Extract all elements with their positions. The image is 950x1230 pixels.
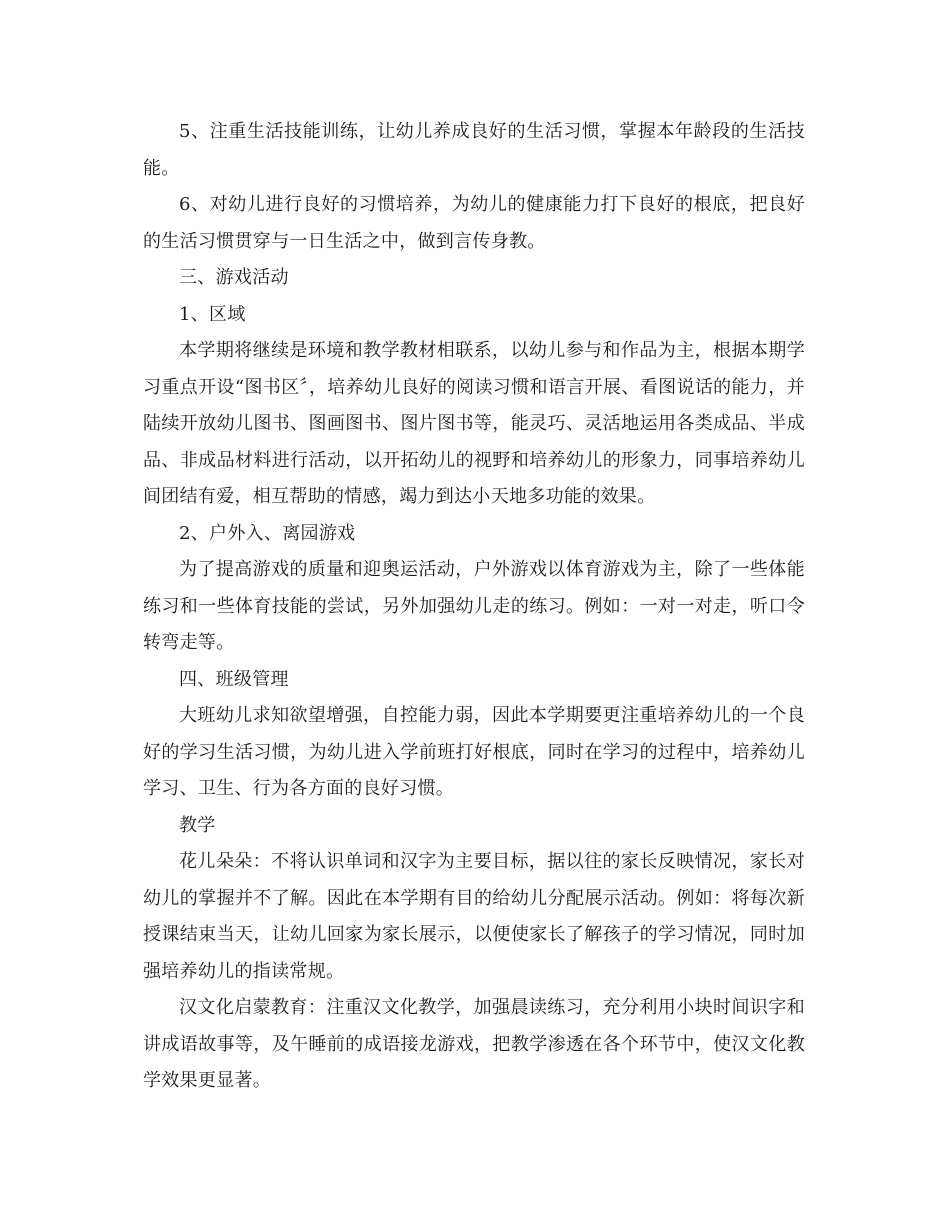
- subheading-area: 1、区域: [179, 303, 246, 325]
- paragraph-flowers: 花儿朵朵：不将认识单词和汉字为主要目标，据以往的家长反映情况，家长对幼儿的掌握并不了解。因此在本学期有目的给幼儿分配展示活动。例如：将每次新授课结束当天，让幼儿回家为家长展示，以便使家长了解孩子的学习情况，同时加强培养幼儿的指读常规。: [143, 851, 805, 982]
- paragraph-area: 本学期将继续是环境和教学教材相联系，以幼儿参与和作品为主，根据本期学习重点开设“图书区〞，培养幼儿良好的阅读习惯和语言开展、看图说话的能力，并陆续开放幼儿图书、图画图书、图片图书等，能灵巧、灵活地运用各类成品、半成品、非成品材料进行活动，以开拓幼儿的视野和培养幼儿的形象力，同事培养幼儿间团结有爱，相互帮助的情感，竭力到达小天地多功能的效果。: [143, 340, 805, 507]
- heading-class-management: 四、班级管理: [179, 668, 289, 690]
- document-page: [143, 114, 805, 1100]
- paragraph-life-skills: 5、注重生活技能训练，让幼儿养成良好的生活习惯，掌握本年龄段的生活技能。: [143, 121, 805, 179]
- subheading-outdoor-games: 2、户外入、离园游戏: [179, 522, 356, 544]
- paragraph-outdoor-games: 为了提高游戏的质量和迎奥运活动，户外游戏以体育游戏为主，除了一些体能练习和一些体育技能的尝试，另外加强幼儿走的练习。例如：一对一对走，听口令转弯走等。: [143, 559, 805, 653]
- paragraph-habit-training: 6、对幼儿进行良好的习惯培养，为幼儿的健康能力打下良好的根底，把良好的生活习惯贯穿与一日生活之中，做到言传身教。: [143, 194, 805, 252]
- paragraph-chinese-culture: 汉文化启蒙教育：注重汉文化教学，加强晨读练习，充分利用小块时间识字和讲成语故事等，及午睡前的成语接龙游戏，把教学渗透在各个环节中，使汉文化教学效果更显著。: [143, 997, 805, 1091]
- paragraph-class-management: 大班幼儿求知欲望增强，自控能力弱，因此本学期要更注重培养幼儿的一个良好的学习生活习惯，为幼儿进入学前班打好根底，同时在学习的过程中，培养幼儿学习、卫生、行为各方面的良好习惯。: [143, 705, 805, 799]
- heading-game-activities: 三、游戏活动: [179, 267, 289, 288]
- subheading-teaching: 教学: [179, 814, 216, 836]
